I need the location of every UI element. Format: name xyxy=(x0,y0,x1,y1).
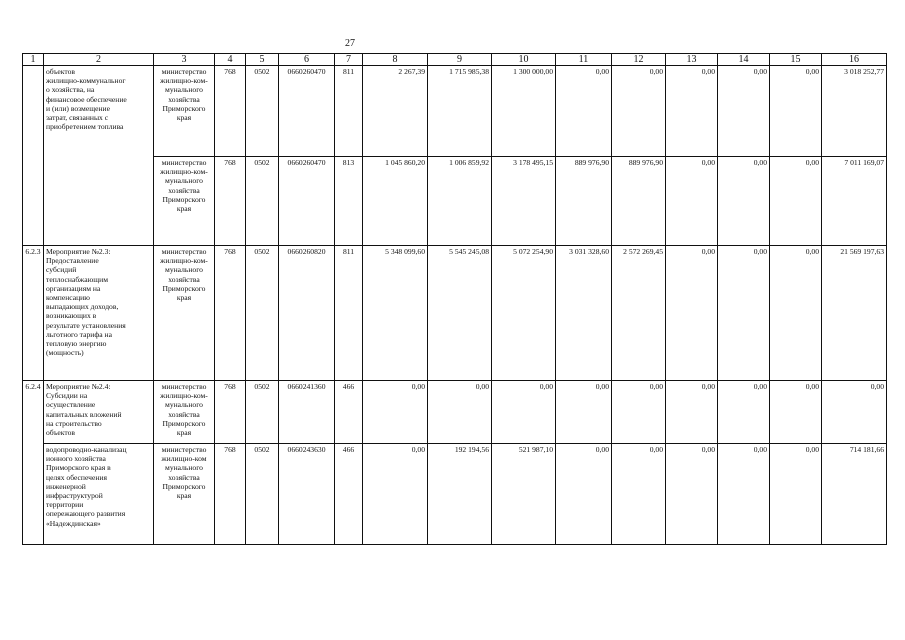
total-cell: 714 181,66 xyxy=(822,444,887,545)
column-header: 14 xyxy=(718,54,770,66)
amount-cell: 0,00 xyxy=(612,444,666,545)
code-cell: 768 xyxy=(215,246,246,381)
amount-cell: 889 976,90 xyxy=(556,157,612,246)
code-cell: 0502 xyxy=(246,246,279,381)
total-cell: 7 011 169,07 xyxy=(822,157,887,246)
item-description: объектов жилищно-коммунальног о хозяйства, на финансовое обеспечение и (или) возмещение затрат, связанных с приобретением топлива xyxy=(44,66,154,246)
amount-cell: 0,00 xyxy=(666,66,718,157)
code-cell: 0502 xyxy=(246,157,279,246)
amount-cell: 0,00 xyxy=(770,246,822,381)
amount-cell: 1 300 000,00 xyxy=(492,66,556,157)
column-header: 11 xyxy=(556,54,612,66)
amount-cell: 192 194,56 xyxy=(428,444,492,545)
code-cell: 768 xyxy=(215,157,246,246)
column-header: 4 xyxy=(215,54,246,66)
column-header: 5 xyxy=(246,54,279,66)
amount-cell: 5 072 254,90 xyxy=(492,246,556,381)
amount-cell: 0,00 xyxy=(556,444,612,545)
responsible-org: министерство жилищно-ком- мунального хозяйства Приморского края xyxy=(154,246,215,381)
column-header: 16 xyxy=(822,54,887,66)
total-cell: 21 569 197,63 xyxy=(822,246,887,381)
code-cell: 0502 xyxy=(246,381,279,444)
code-cell: 0502 xyxy=(246,444,279,545)
amount-cell: 0,00 xyxy=(718,444,770,545)
table-row xyxy=(23,246,887,381)
table-row xyxy=(23,444,887,545)
code-cell: 768 xyxy=(215,444,246,545)
code-cell: 813 xyxy=(335,157,363,246)
item-number: 6.2.3 xyxy=(23,246,44,381)
header-row xyxy=(23,54,887,66)
responsible-org: министерство жилищно-ком- мунального хозяйства Приморского края xyxy=(154,157,215,246)
item-description: Мероприятие №2.4: Субсидии на осуществление капитальных вложений на строительство объектов xyxy=(44,381,154,444)
column-header: 15 xyxy=(770,54,822,66)
amount-cell: 0,00 xyxy=(492,381,556,444)
code-cell: 768 xyxy=(215,381,246,444)
item-description: водопроводно-канализац ионного хозяйства Приморского края в целях обеспечения инженерной инфраструктурой территории опережающего развития «Надеждинская» xyxy=(44,444,154,545)
code-cell: 811 xyxy=(335,66,363,157)
amount-cell: 0,00 xyxy=(666,381,718,444)
code-cell: 0660260470 xyxy=(279,157,335,246)
column-header: 6 xyxy=(279,54,335,66)
responsible-org: министерство жилищно-ком- мунального хозяйства Приморского края xyxy=(154,66,215,157)
amount-cell: 0,00 xyxy=(666,157,718,246)
amount-cell: 1 006 859,92 xyxy=(428,157,492,246)
item-number: 6.2.4 xyxy=(23,381,44,545)
column-header: 8 xyxy=(363,54,428,66)
item-description: Мероприятие №2.3: Предоставление субсидий теплоснабжающим организациям на компенсацию выпадающих доходов, возникающих в результате установления льготного тарифа на тепловую энергию (мощность) xyxy=(44,246,154,381)
amount-cell: 5 545 245,08 xyxy=(428,246,492,381)
amount-cell: 2 572 269,45 xyxy=(612,246,666,381)
amount-cell: 0,00 xyxy=(363,381,428,444)
amount-cell: 0,00 xyxy=(718,381,770,444)
budget-table xyxy=(22,53,887,545)
column-header: 1 xyxy=(23,54,44,66)
code-cell: 768 xyxy=(215,66,246,157)
page-number: 27 xyxy=(345,38,355,49)
column-header: 10 xyxy=(492,54,556,66)
table-row xyxy=(23,381,887,444)
amount-cell: 889 976,90 xyxy=(612,157,666,246)
item-number xyxy=(23,66,44,246)
code-cell: 466 xyxy=(335,444,363,545)
responsible-org: министерство жилищно-ком мунального хозяйства Приморского края xyxy=(154,444,215,545)
amount-cell: 0,00 xyxy=(612,66,666,157)
code-cell: 0660260470 xyxy=(279,66,335,157)
amount-cell: 521 987,10 xyxy=(492,444,556,545)
amount-cell: 2 267,39 xyxy=(363,66,428,157)
amount-cell: 1 715 985,38 xyxy=(428,66,492,157)
table-row xyxy=(23,66,887,157)
amount-cell: 0,00 xyxy=(666,246,718,381)
column-header: 2 xyxy=(44,54,154,66)
code-cell: 0660260820 xyxy=(279,246,335,381)
amount-cell: 0,00 xyxy=(556,66,612,157)
amount-cell: 0,00 xyxy=(363,444,428,545)
amount-cell: 3 178 495,15 xyxy=(492,157,556,246)
column-header: 3 xyxy=(154,54,215,66)
amount-cell: 0,00 xyxy=(428,381,492,444)
amount-cell: 0,00 xyxy=(770,444,822,545)
responsible-org: министерство жилищно-ком- мунального хозяйства Приморского края xyxy=(154,381,215,444)
amount-cell: 1 045 860,20 xyxy=(363,157,428,246)
amount-cell: 0,00 xyxy=(770,381,822,444)
amount-cell: 0,00 xyxy=(612,381,666,444)
amount-cell: 0,00 xyxy=(718,66,770,157)
column-header: 12 xyxy=(612,54,666,66)
total-cell: 0,00 xyxy=(822,381,887,444)
code-cell: 0660243630 xyxy=(279,444,335,545)
column-header: 7 xyxy=(335,54,363,66)
amount-cell: 0,00 xyxy=(718,157,770,246)
code-cell: 466 xyxy=(335,381,363,444)
amount-cell: 0,00 xyxy=(666,444,718,545)
total-cell: 3 018 252,77 xyxy=(822,66,887,157)
column-header: 9 xyxy=(428,54,492,66)
amount-cell: 5 348 099,60 xyxy=(363,246,428,381)
amount-cell: 0,00 xyxy=(556,381,612,444)
code-cell: 811 xyxy=(335,246,363,381)
code-cell: 0660241360 xyxy=(279,381,335,444)
amount-cell: 0,00 xyxy=(770,157,822,246)
column-header: 13 xyxy=(666,54,718,66)
code-cell: 0502 xyxy=(246,66,279,157)
amount-cell: 0,00 xyxy=(770,66,822,157)
amount-cell: 3 031 328,60 xyxy=(556,246,612,381)
amount-cell: 0,00 xyxy=(718,246,770,381)
